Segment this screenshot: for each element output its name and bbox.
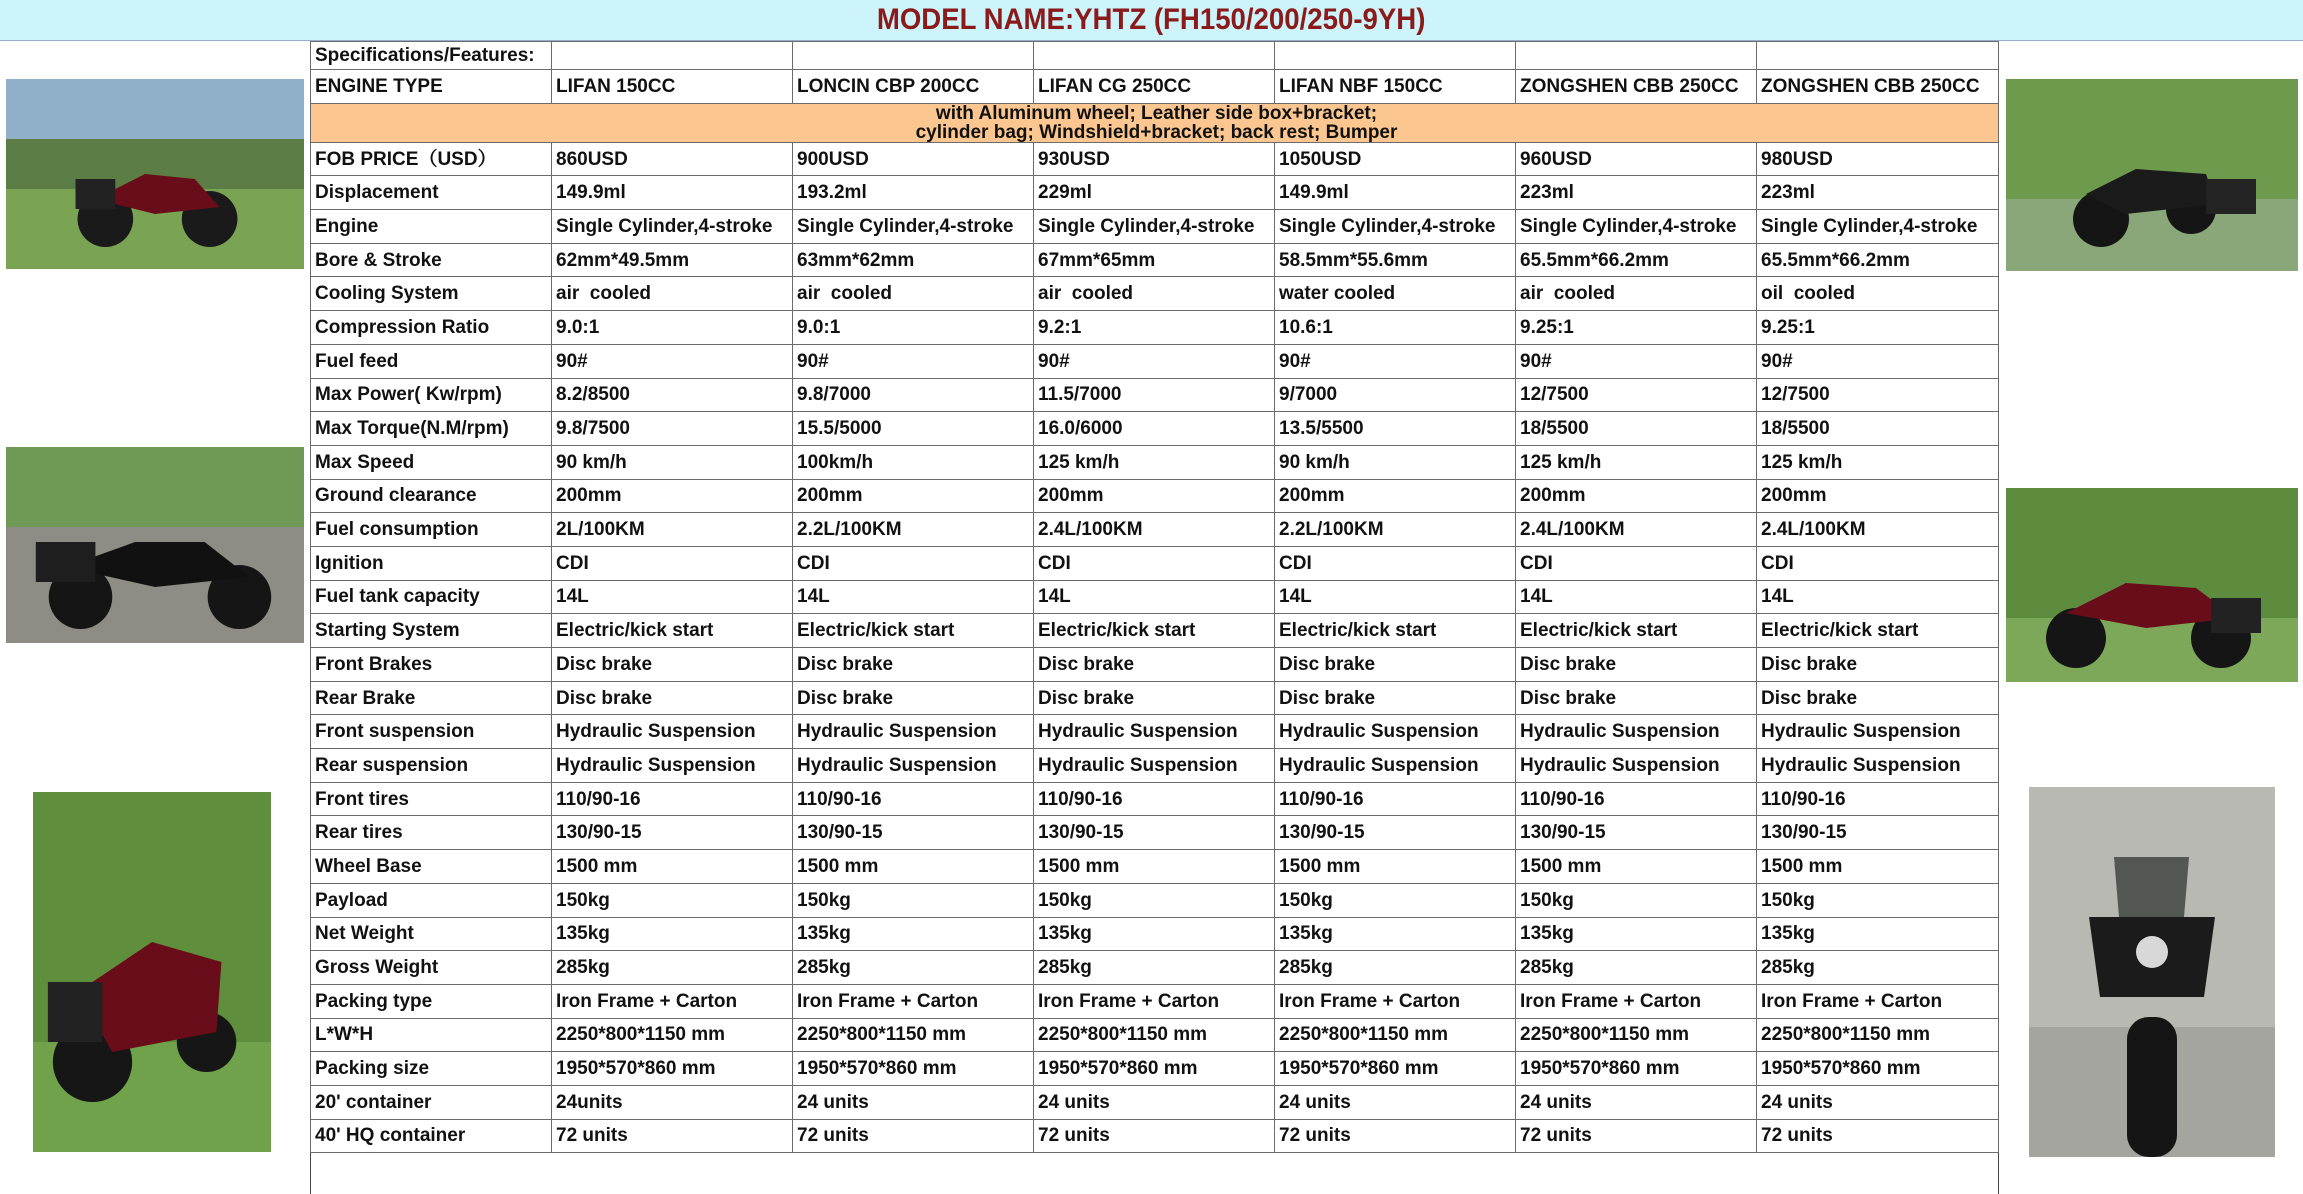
table-cell: LIFAN CG 250CC [1034, 70, 1275, 104]
table-row [311, 546, 1999, 580]
table-cell: 62mm*49.5mm [552, 243, 793, 277]
table-cell: 1950*570*860 mm [1275, 1052, 1516, 1086]
row-label: Fuel consumption [311, 513, 552, 547]
row-label: Packing size [311, 1052, 552, 1086]
table-cell: 285kg [1034, 951, 1275, 985]
table-cell: 8.2/8500 [552, 378, 793, 412]
table-cell: 24 units [1516, 1085, 1757, 1119]
row-label: Engine [311, 210, 552, 244]
table-cell: 135kg [793, 917, 1034, 951]
table-cell: 90 km/h [552, 445, 793, 479]
table-cell: 125 km/h [1516, 445, 1757, 479]
table-cell [793, 42, 1034, 70]
row-label: Ground clearance [311, 479, 552, 513]
table-cell: 1950*570*860 mm [1757, 1052, 1999, 1086]
table-row [311, 917, 1999, 951]
table-cell: Hydraulic Suspension [552, 715, 793, 749]
table-row-cooling [311, 277, 1999, 311]
table-row [311, 412, 1999, 446]
row-label: 40' HQ container [311, 1119, 552, 1153]
row-label: Displacement [311, 176, 552, 210]
table-cell: 2250*800*1150 mm [1757, 1018, 1999, 1052]
table-row [311, 344, 1999, 378]
row-label: Max Power( Kw/rpm) [311, 378, 552, 412]
table-cell: 67mm*65mm [1034, 243, 1275, 277]
table-cell: CDI [1275, 546, 1516, 580]
table-row [311, 951, 1999, 985]
table-cell: 135kg [1034, 917, 1275, 951]
table-cell: Hydraulic Suspension [1516, 749, 1757, 783]
table-cell: 9.25:1 [1757, 311, 1999, 345]
table-cell: CDI [793, 546, 1034, 580]
table-cell: 130/90-15 [793, 816, 1034, 850]
table-cell: 150kg [793, 883, 1034, 917]
table-cell: 223ml [1757, 176, 1999, 210]
table-cell: 2250*800*1150 mm [793, 1018, 1034, 1052]
table-cell: 9.0:1 [793, 311, 1034, 345]
row-label: Starting System [311, 614, 552, 648]
table-cell: 1950*570*860 mm [1034, 1052, 1275, 1086]
table-cell: 2.2L/100KM [1275, 513, 1516, 547]
table-cell: 285kg [1757, 951, 1999, 985]
table-cell: oil cooled [1757, 277, 1999, 311]
table-cell: Electric/kick start [1757, 614, 1999, 648]
table-cell: 223ml [1516, 176, 1757, 210]
motorcycle-photo-left-3 [33, 792, 271, 1152]
table-row [311, 1018, 1999, 1052]
title-bar [0, 0, 2303, 41]
spec-header-label: Specifications/Features: [311, 42, 552, 70]
table-cell: Single Cylinder,4-stroke [1275, 210, 1516, 244]
table-cell: 200mm [552, 479, 793, 513]
table-cell: air cooled [552, 277, 793, 311]
table-cell: 110/90-16 [552, 782, 793, 816]
row-label: Gross Weight [311, 951, 552, 985]
table-cell: Disc brake [1516, 681, 1757, 715]
table-cell: Hydraulic Suspension [1757, 715, 1999, 749]
table-cell: 150kg [1516, 883, 1757, 917]
table-row [311, 210, 1999, 244]
motorcycle-photo-right-2 [2006, 488, 2298, 682]
table-cell: Single Cylinder,4-stroke [1034, 210, 1275, 244]
table-cell: Iron Frame + Carton [1757, 984, 1999, 1018]
table-cell: 58.5mm*55.6mm [1275, 243, 1516, 277]
table-cell: Iron Frame + Carton [552, 984, 793, 1018]
table-cell: CDI [1757, 546, 1999, 580]
table-cell [1034, 42, 1275, 70]
row-label: Front suspension [311, 715, 552, 749]
table-cell: 200mm [1757, 479, 1999, 513]
table-cell: 90# [793, 344, 1034, 378]
table-cell: 900USD [793, 142, 1034, 176]
table-row [311, 715, 1999, 749]
table-cell: 90# [1516, 344, 1757, 378]
table-cell: 285kg [793, 951, 1034, 985]
table-cell: 149.9ml [1275, 176, 1516, 210]
table-cell: 72 units [793, 1119, 1034, 1153]
table-cell: 200mm [1034, 479, 1275, 513]
table-cell: Single Cylinder,4-stroke [793, 210, 1034, 244]
table-cell: 90# [552, 344, 793, 378]
table-cell: 193.2ml [793, 176, 1034, 210]
table-cell: Disc brake [1034, 648, 1275, 682]
table-cell: 72 units [1275, 1119, 1516, 1153]
table-cell: 90# [1275, 344, 1516, 378]
table-cell: Hydraulic Suspension [552, 749, 793, 783]
row-label: Cooling System [311, 277, 552, 311]
features-cell [311, 103, 1999, 142]
table-cell: 15.5/5000 [793, 412, 1034, 446]
table-cell: Disc brake [793, 648, 1034, 682]
table-cell: 18/5500 [1757, 412, 1999, 446]
table-cell: ZONGSHEN CBB 250CC [1757, 70, 1999, 104]
table-cell: Iron Frame + Carton [1516, 984, 1757, 1018]
table-cell: Iron Frame + Carton [1275, 984, 1516, 1018]
left-photo-column [0, 41, 311, 1194]
table-cell: 130/90-15 [1516, 816, 1757, 850]
page-title: MODEL NAME:YHTZ (FH150/200/250-9YH) [877, 3, 1426, 36]
table-cell: 9.8/7000 [793, 378, 1034, 412]
row-label: ENGINE TYPE [311, 70, 552, 104]
table-row [311, 850, 1999, 884]
table-cell: 200mm [1275, 479, 1516, 513]
table-cell: 110/90-16 [793, 782, 1034, 816]
table-row [311, 243, 1999, 277]
table-cell: 1950*570*860 mm [793, 1052, 1034, 1086]
table-cell: 2.4L/100KM [1516, 513, 1757, 547]
table-cell: 1500 mm [1516, 850, 1757, 884]
table-cell: air cooled [1516, 277, 1757, 311]
table-cell: 90# [1757, 344, 1999, 378]
table-cell: 24 units [1034, 1085, 1275, 1119]
table-row [311, 1119, 1999, 1153]
table-cell: 960USD [1516, 142, 1757, 176]
row-label: FOB PRICE（USD） [311, 142, 552, 176]
table-cell: 1050USD [1275, 142, 1516, 176]
table-cell: 100km/h [793, 445, 1034, 479]
table-cell: Iron Frame + Carton [1034, 984, 1275, 1018]
table-cell: LIFAN 150CC [552, 70, 793, 104]
table-cell: 9.0:1 [552, 311, 793, 345]
table-cell: Electric/kick start [793, 614, 1034, 648]
row-label: Bore & Stroke [311, 243, 552, 277]
table-cell: Hydraulic Suspension [793, 715, 1034, 749]
table-cell: 1950*570*860 mm [1516, 1052, 1757, 1086]
table-cell [1275, 42, 1516, 70]
table-cell: 200mm [1516, 479, 1757, 513]
table-cell: Single Cylinder,4-stroke [1516, 210, 1757, 244]
right-photo-column [1998, 41, 2303, 1194]
row-label: Fuel tank capacity [311, 580, 552, 614]
table-row [311, 816, 1999, 850]
table-cell: 150kg [552, 883, 793, 917]
table-cell [1516, 42, 1757, 70]
table-row-engine-type [311, 70, 1999, 104]
table-cell: 65.5mm*66.2mm [1516, 243, 1757, 277]
table-cell: 14L [1034, 580, 1275, 614]
table-cell: 14L [1757, 580, 1999, 614]
table-cell: 229ml [1034, 176, 1275, 210]
table-cell: 90 km/h [1275, 445, 1516, 479]
table-cell: 90# [1034, 344, 1275, 378]
table-cell: 12/7500 [1757, 378, 1999, 412]
table-cell: 2250*800*1150 mm [1275, 1018, 1516, 1052]
table-cell: 1500 mm [1757, 850, 1999, 884]
row-label: Max Torque(N.M/rpm) [311, 412, 552, 446]
table-cell: 14L [1275, 580, 1516, 614]
table-cell: Hydraulic Suspension [1516, 715, 1757, 749]
table-cell: Electric/kick start [552, 614, 793, 648]
row-label: Max Speed [311, 445, 552, 479]
table-cell: 18/5500 [1516, 412, 1757, 446]
row-label: Rear tires [311, 816, 552, 850]
table-cell: Disc brake [1757, 648, 1999, 682]
row-label: Rear suspension [311, 749, 552, 783]
table-cell: 72 units [1034, 1119, 1275, 1153]
table-cell: 110/90-16 [1757, 782, 1999, 816]
table-row [311, 1052, 1999, 1086]
row-label: Packing type [311, 984, 552, 1018]
table-row [311, 311, 1999, 345]
table-row [311, 782, 1999, 816]
table-cell: CDI [1034, 546, 1275, 580]
table-cell: 135kg [1516, 917, 1757, 951]
table-cell: 980USD [1757, 142, 1999, 176]
table-cell: Hydraulic Suspension [1275, 715, 1516, 749]
table-cell: LIFAN NBF 150CC [1275, 70, 1516, 104]
table-cell: ZONGSHEN CBB 250CC [1516, 70, 1757, 104]
row-label: Front tires [311, 782, 552, 816]
table-cell: 24 units [1757, 1085, 1999, 1119]
row-label: Ignition [311, 546, 552, 580]
table-cell: Hydraulic Suspension [793, 749, 1034, 783]
table-cell: Single Cylinder,4-stroke [1757, 210, 1999, 244]
row-label: Front Brakes [311, 648, 552, 682]
table-cell: air cooled [793, 277, 1034, 311]
table-cell: 2250*800*1150 mm [552, 1018, 793, 1052]
table-cell: Disc brake [1034, 681, 1275, 715]
row-label: Rear Brake [311, 681, 552, 715]
row-label: Payload [311, 883, 552, 917]
row-label: Fuel feed [311, 344, 552, 378]
table-cell: 130/90-15 [1034, 816, 1275, 850]
table-row [311, 648, 1999, 682]
table-cell: 2.4L/100KM [1757, 513, 1999, 547]
table-cell: 2250*800*1150 mm [1516, 1018, 1757, 1052]
table-cell: Disc brake [1275, 681, 1516, 715]
table-cell: 110/90-16 [1034, 782, 1275, 816]
table-cell: Hydraulic Suspension [1275, 749, 1516, 783]
table-row-features [311, 103, 1999, 142]
table-cell: 1500 mm [1034, 850, 1275, 884]
table-cell: 1500 mm [552, 850, 793, 884]
table-cell: Electric/kick start [1275, 614, 1516, 648]
table-cell: Iron Frame + Carton [793, 984, 1034, 1018]
table-cell: Electric/kick start [1516, 614, 1757, 648]
row-label: Net Weight [311, 917, 552, 951]
table-row-fob-price [311, 142, 1999, 176]
motorcycle-photo-left-2 [6, 447, 304, 643]
table-cell: 16.0/6000 [1034, 412, 1275, 446]
row-label: L*W*H [311, 1018, 552, 1052]
table-cell: 150kg [1034, 883, 1275, 917]
table-cell: 200mm [793, 479, 1034, 513]
table-row [311, 681, 1999, 715]
table-cell: 110/90-16 [1516, 782, 1757, 816]
table-cell: Hydraulic Suspension [1034, 715, 1275, 749]
row-label: Wheel Base [311, 850, 552, 884]
table-cell: 930USD [1034, 142, 1275, 176]
table-cell: 2.2L/100KM [793, 513, 1034, 547]
table-row-spec-header [311, 42, 1999, 70]
motorcycle-photo-left-1 [6, 79, 304, 269]
table-cell: air cooled [1034, 277, 1275, 311]
table-cell: Disc brake [552, 681, 793, 715]
table-row [311, 445, 1999, 479]
table-cell: Electric/kick start [1034, 614, 1275, 648]
table-cell: 11.5/7000 [1034, 378, 1275, 412]
table-cell: 149.9ml [552, 176, 793, 210]
table-cell: 130/90-15 [1757, 816, 1999, 850]
table-row [311, 883, 1999, 917]
features-line-2: cylinder bag; Windshield+bracket; back rest; Bumper [915, 121, 1398, 143]
row-label: 20' container [311, 1085, 552, 1119]
table-cell: 24 units [793, 1085, 1034, 1119]
table-cell: LONCIN CBP 200CC [793, 70, 1034, 104]
spec-table [310, 41, 1999, 1153]
table-row [311, 176, 1999, 210]
table-cell: 130/90-15 [1275, 816, 1516, 850]
features-line-1: with Aluminum wheel; Leather side box+bracket; [935, 103, 1378, 124]
table-cell: 285kg [1516, 951, 1757, 985]
table-cell: 13.5/5500 [1275, 412, 1516, 446]
table-cell: 135kg [552, 917, 793, 951]
table-cell: 150kg [1275, 883, 1516, 917]
table-cell: 24units [552, 1085, 793, 1119]
table-cell: 63mm*62mm [793, 243, 1034, 277]
table-cell: 860USD [552, 142, 793, 176]
table-cell: 125 km/h [1034, 445, 1275, 479]
table-row [311, 749, 1999, 783]
motorcycle-photo-right-3 [2029, 787, 2275, 1157]
table-cell [1757, 42, 1999, 70]
table-cell: 1950*570*860 mm [552, 1052, 793, 1086]
table-cell: 110/90-16 [1275, 782, 1516, 816]
table-cell: Disc brake [1516, 648, 1757, 682]
motorcycle-photo-right-1 [2006, 79, 2298, 271]
table-row [311, 378, 1999, 412]
table-cell: Single Cylinder,4-stroke [552, 210, 793, 244]
table-cell: 14L [793, 580, 1034, 614]
table-cell: Disc brake [1757, 681, 1999, 715]
table-cell: 24 units [1275, 1085, 1516, 1119]
table-cell: 135kg [1757, 917, 1999, 951]
table-cell [552, 42, 793, 70]
table-cell: 9/7000 [1275, 378, 1516, 412]
table-cell: 125 km/h [1757, 445, 1999, 479]
table-cell: Disc brake [552, 648, 793, 682]
table-cell: Disc brake [793, 681, 1034, 715]
table-cell: 1500 mm [1275, 850, 1516, 884]
table-cell: 135kg [1275, 917, 1516, 951]
table-cell: 72 units [552, 1119, 793, 1153]
table-row [311, 513, 1999, 547]
table-cell: 130/90-15 [552, 816, 793, 850]
table-cell: 12/7500 [1516, 378, 1757, 412]
row-label: Compression Ratio [311, 311, 552, 345]
table-cell: 285kg [552, 951, 793, 985]
table-cell: 9.2:1 [1034, 311, 1275, 345]
table-cell: 1500 mm [793, 850, 1034, 884]
table-row [311, 479, 1999, 513]
table-cell: Hydraulic Suspension [1757, 749, 1999, 783]
table-cell: 2.4L/100KM [1034, 513, 1275, 547]
table-cell: CDI [552, 546, 793, 580]
table-cell: CDI [1516, 546, 1757, 580]
table-cell: 72 units [1516, 1119, 1757, 1153]
table-cell: water cooled [1275, 277, 1516, 311]
table-cell: 285kg [1275, 951, 1516, 985]
table-row [311, 614, 1999, 648]
table-cell: 14L [552, 580, 793, 614]
table-cell: 9.8/7500 [552, 412, 793, 446]
table-cell: 10.6:1 [1275, 311, 1516, 345]
table-cell: 2250*800*1150 mm [1034, 1018, 1275, 1052]
table-cell: 14L [1516, 580, 1757, 614]
table-cell: 72 units [1757, 1119, 1999, 1153]
table-cell: 2L/100KM [552, 513, 793, 547]
table-cell: Hydraulic Suspension [1034, 749, 1275, 783]
table-row [311, 580, 1999, 614]
table-row [311, 1085, 1999, 1119]
table-cell: 65.5mm*66.2mm [1757, 243, 1999, 277]
table-cell: Disc brake [1275, 648, 1516, 682]
table-cell: 9.25:1 [1516, 311, 1757, 345]
table-row [311, 984, 1999, 1018]
table-cell: 150kg [1757, 883, 1999, 917]
